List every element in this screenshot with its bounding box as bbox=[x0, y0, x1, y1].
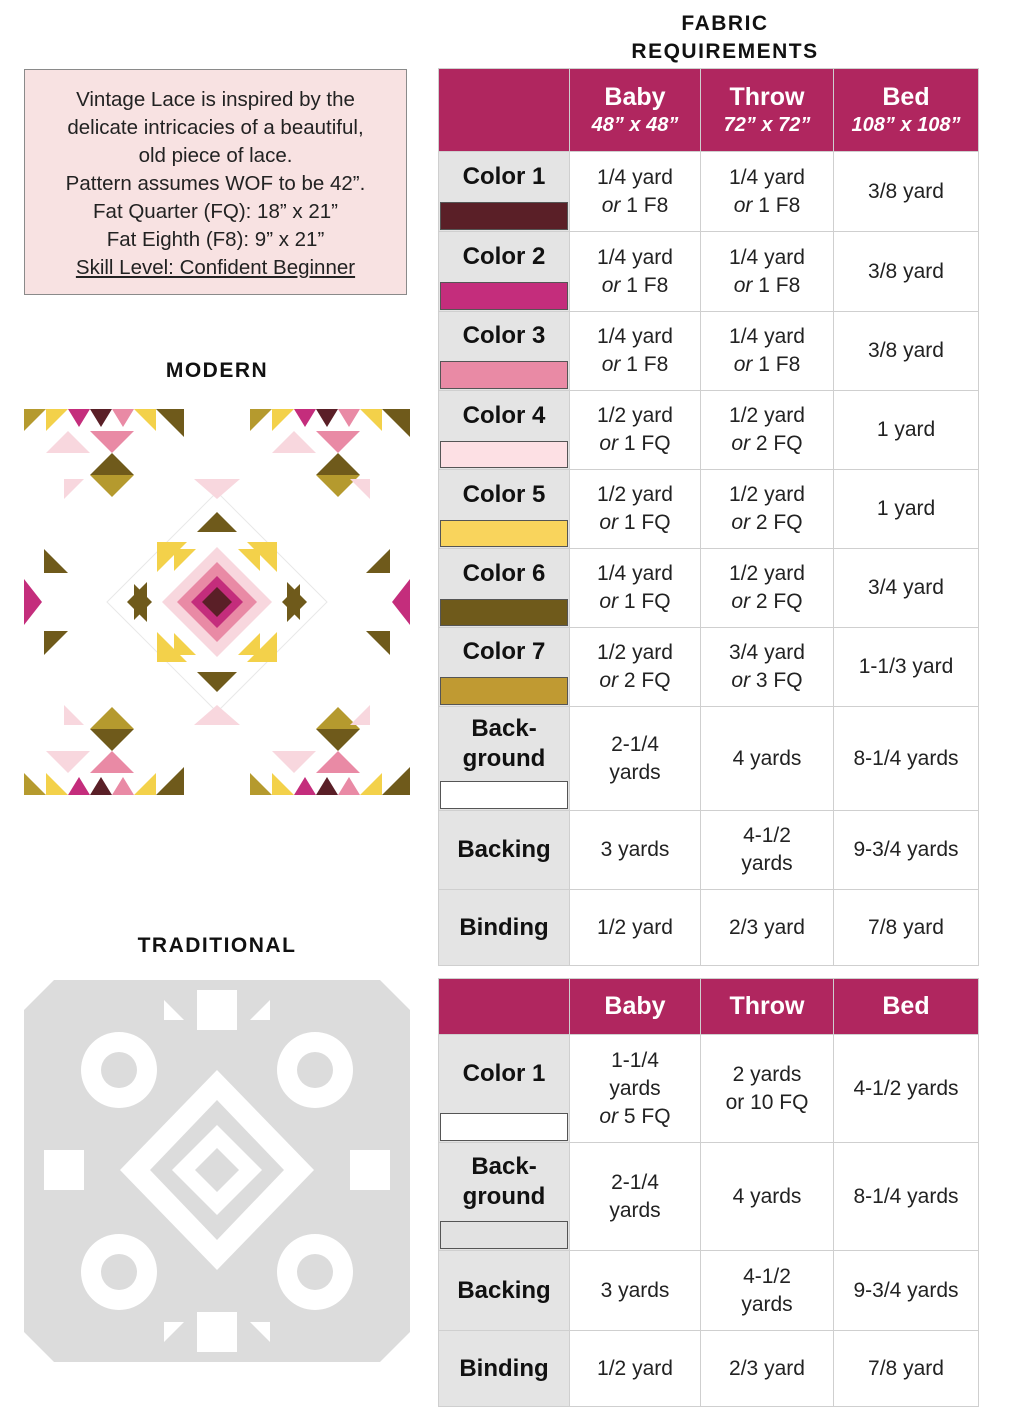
value-line bbox=[570, 588, 700, 616]
row-label-text: Color 2 bbox=[462, 242, 546, 270]
value-text: 1 F8 bbox=[620, 353, 669, 376]
value-line bbox=[570, 430, 700, 458]
or-text: or bbox=[599, 1104, 619, 1128]
value-line: 1 yard bbox=[876, 497, 936, 520]
intro-line: Fat Eighth (F8): 9” x 21” bbox=[106, 228, 325, 251]
table-row bbox=[439, 391, 979, 470]
value-line: 4-1/2 bbox=[743, 1264, 791, 1288]
value-cell bbox=[570, 707, 701, 811]
traditional-table-body bbox=[439, 1035, 979, 1407]
value-cell bbox=[701, 1143, 834, 1251]
header-corner bbox=[439, 979, 570, 1035]
value-text: 1 F8 bbox=[752, 273, 801, 297]
color-swatch bbox=[440, 781, 568, 809]
value-line: yards bbox=[609, 1198, 661, 1222]
value-cell bbox=[570, 152, 701, 232]
table-header-row bbox=[439, 69, 979, 152]
value-text: 1 F8 bbox=[620, 273, 669, 297]
value-line bbox=[570, 351, 700, 379]
row-label-text: Color 6 bbox=[462, 559, 546, 587]
row-label-color-6 bbox=[439, 549, 570, 628]
table-row bbox=[439, 232, 979, 312]
header-corner bbox=[439, 69, 570, 152]
value-line: 2/3 yard bbox=[729, 1356, 805, 1380]
row-label-text: Back- bbox=[471, 1152, 537, 1180]
value-line: or 10 FQ bbox=[725, 1090, 809, 1114]
value-line: 1/4 yard bbox=[597, 245, 673, 269]
value-cell bbox=[570, 1251, 701, 1331]
value-cell bbox=[834, 1143, 979, 1251]
value-line bbox=[701, 430, 833, 458]
color-swatch bbox=[440, 441, 568, 468]
value-line bbox=[701, 351, 833, 379]
row-label-text: Color 3 bbox=[462, 322, 546, 349]
value-cell bbox=[834, 1251, 979, 1331]
color-swatch bbox=[440, 282, 568, 310]
value-line: 1/4 yard bbox=[597, 562, 673, 585]
value-line: 1 yard bbox=[876, 418, 936, 441]
value-cell bbox=[834, 312, 979, 391]
fabric-title-line-1: FABRIC bbox=[681, 12, 769, 35]
modern-requirements-table bbox=[438, 68, 979, 966]
value-cell bbox=[570, 391, 701, 470]
row-label-color-3 bbox=[439, 312, 570, 391]
or-text: or bbox=[601, 353, 621, 376]
color-swatch bbox=[440, 202, 568, 230]
value-text: 1 F8 bbox=[752, 353, 801, 376]
value-cell bbox=[834, 152, 979, 232]
row-label-color-1 bbox=[439, 152, 570, 232]
row-label-text: Binding bbox=[459, 1354, 549, 1382]
value-cell bbox=[701, 549, 834, 628]
row-label-text: Back- bbox=[471, 714, 537, 742]
row-label-back-ground bbox=[439, 707, 570, 811]
intro-box bbox=[24, 69, 407, 295]
traditional-label: TRADITIONAL bbox=[137, 934, 297, 957]
value-cell bbox=[834, 1331, 979, 1407]
row-label-text: Color 4 bbox=[462, 401, 546, 429]
row-label-text: Color 1 bbox=[462, 1059, 546, 1087]
value-line: yards bbox=[609, 760, 661, 784]
value-line: 3 yards bbox=[600, 838, 670, 861]
value-line: 3/8 yard bbox=[868, 259, 944, 283]
column-name: Bed bbox=[882, 83, 930, 111]
row-label-color-7 bbox=[439, 628, 570, 707]
table-row bbox=[439, 549, 979, 628]
column-throw bbox=[701, 979, 834, 1035]
value-text: 1 F8 bbox=[620, 193, 669, 217]
row-label-text: Backing bbox=[457, 836, 551, 863]
value-cell bbox=[570, 628, 701, 707]
value-line bbox=[570, 667, 700, 695]
table-row bbox=[439, 890, 979, 966]
row-label-color-4 bbox=[439, 391, 570, 470]
column-size: 72” x 72” bbox=[723, 114, 811, 136]
value-line: 8-1/4 yards bbox=[853, 746, 959, 770]
color-swatch bbox=[440, 1113, 568, 1141]
value-line bbox=[701, 588, 833, 616]
value-cell bbox=[570, 549, 701, 628]
value-cell bbox=[570, 1331, 701, 1407]
value-line: 1/2 yard bbox=[729, 483, 805, 506]
value-cell bbox=[701, 811, 834, 890]
fabric-title-line-2: REQUIREMENTS bbox=[631, 40, 819, 63]
value-cell bbox=[570, 470, 701, 549]
column-size: 108” x 108” bbox=[851, 114, 961, 136]
column-name: Baby bbox=[604, 83, 666, 111]
or-text: or bbox=[599, 669, 619, 692]
modern-table-body bbox=[439, 152, 979, 966]
value-cell bbox=[834, 470, 979, 549]
value-cell bbox=[834, 628, 979, 707]
intro-line: Fat Quarter (FQ): 18” x 21” bbox=[93, 200, 338, 223]
intro-line: old piece of lace. bbox=[138, 144, 293, 167]
value-line: 2/3 yard bbox=[729, 915, 805, 939]
row-label-backing bbox=[439, 811, 570, 890]
value-cell bbox=[701, 152, 834, 232]
value-line: 4-1/2 yards bbox=[853, 1076, 959, 1100]
color-swatch bbox=[440, 677, 568, 705]
table-row bbox=[439, 1143, 979, 1251]
row-label-backing bbox=[439, 1251, 570, 1331]
value-cell bbox=[701, 312, 834, 391]
fabric-requirements-title bbox=[600, 10, 850, 66]
value-cell bbox=[701, 890, 834, 966]
value-line: 1/4 yard bbox=[597, 325, 673, 348]
table-row bbox=[439, 707, 979, 811]
or-text: or bbox=[733, 193, 753, 217]
column-name: Throw bbox=[729, 992, 805, 1020]
value-line: 1-1/3 yard bbox=[858, 655, 954, 678]
table-header-row bbox=[439, 979, 979, 1035]
table-row bbox=[439, 312, 979, 391]
value-cell bbox=[834, 391, 979, 470]
or-text: or bbox=[731, 511, 751, 534]
modern-quilt-image bbox=[24, 409, 410, 795]
value-text: 2 FQ bbox=[750, 511, 803, 534]
value-text: 1 FQ bbox=[618, 511, 671, 534]
value-text: 1 FQ bbox=[618, 590, 671, 613]
value-line: 1/2 yard bbox=[597, 915, 673, 939]
column-size: 48” x 48” bbox=[591, 114, 679, 136]
value-cell bbox=[701, 232, 834, 312]
value-line bbox=[701, 509, 833, 537]
or-text: or bbox=[599, 511, 619, 534]
column-name: Baby bbox=[604, 992, 666, 1020]
value-line: 4 yards bbox=[732, 1184, 802, 1208]
intro-line: Vintage Lace is inspired by the bbox=[76, 88, 355, 111]
value-text: 1 F8 bbox=[752, 193, 801, 217]
value-cell bbox=[701, 1251, 834, 1331]
value-cell bbox=[701, 1035, 834, 1143]
value-cell bbox=[834, 707, 979, 811]
row-label-color-5 bbox=[439, 470, 570, 549]
row-label-text: ground bbox=[462, 744, 546, 772]
row-label-text: Color 5 bbox=[462, 480, 546, 508]
value-line: 9-3/4 yards bbox=[853, 1278, 959, 1302]
value-cell bbox=[570, 312, 701, 391]
column-baby bbox=[570, 69, 701, 152]
table-row bbox=[439, 1035, 979, 1143]
table-row bbox=[439, 811, 979, 890]
value-cell bbox=[834, 549, 979, 628]
column-name: Bed bbox=[882, 992, 930, 1020]
value-line: 1-1/4 bbox=[611, 1048, 659, 1072]
value-line: 1/2 yard bbox=[729, 562, 805, 585]
value-text: 1 FQ bbox=[618, 432, 671, 455]
or-text: or bbox=[733, 273, 753, 297]
value-line bbox=[570, 192, 700, 220]
row-label-text: ground bbox=[462, 1182, 546, 1210]
value-line: 1/2 yard bbox=[597, 404, 673, 427]
row-label-back-ground bbox=[439, 1143, 570, 1251]
row-label-color-1 bbox=[439, 1035, 570, 1143]
value-line: 2-1/4 bbox=[611, 732, 659, 756]
value-line: 2 yards bbox=[732, 1062, 802, 1086]
or-text: or bbox=[599, 432, 619, 455]
color-swatch bbox=[440, 599, 568, 626]
value-line: yards bbox=[609, 1076, 661, 1100]
value-line bbox=[570, 509, 700, 537]
intro-line: delicate intricacies of a beautiful, bbox=[67, 116, 364, 139]
value-line: yards bbox=[741, 852, 793, 875]
value-text: 5 FQ bbox=[618, 1104, 671, 1128]
row-label-text: Binding bbox=[459, 913, 549, 941]
value-text: 3 FQ bbox=[750, 669, 803, 692]
value-line bbox=[701, 272, 833, 300]
value-line: 3/8 yard bbox=[868, 339, 944, 362]
value-line bbox=[701, 192, 833, 220]
value-line: 3/4 yard bbox=[729, 641, 805, 664]
color-swatch bbox=[440, 361, 568, 389]
value-line: 7/8 yard bbox=[868, 915, 944, 939]
value-line: yards bbox=[741, 1292, 793, 1316]
value-cell bbox=[570, 232, 701, 312]
value-line: 4 yards bbox=[732, 746, 802, 770]
value-cell bbox=[701, 707, 834, 811]
value-line: 8-1/4 yards bbox=[853, 1184, 959, 1208]
value-line: 2-1/4 bbox=[611, 1170, 659, 1194]
row-label-binding bbox=[439, 890, 570, 966]
value-line: 3/8 yard bbox=[868, 179, 944, 203]
value-cell bbox=[701, 470, 834, 549]
value-line bbox=[701, 667, 833, 695]
row-label-binding bbox=[439, 1331, 570, 1407]
row-label-color-2 bbox=[439, 232, 570, 312]
table-row bbox=[439, 1331, 979, 1407]
value-cell bbox=[570, 811, 701, 890]
value-line: 7/8 yard bbox=[868, 1356, 944, 1380]
value-text: 2 FQ bbox=[750, 590, 803, 613]
column-bed bbox=[834, 979, 979, 1035]
row-label-text: Backing bbox=[457, 1276, 551, 1304]
row-label-text: Color 7 bbox=[462, 638, 546, 665]
or-text: or bbox=[731, 432, 751, 455]
table-row bbox=[439, 628, 979, 707]
value-line: 1/2 yard bbox=[597, 483, 673, 506]
color-swatch bbox=[440, 1221, 568, 1249]
row-label-text: Color 1 bbox=[462, 162, 546, 190]
value-line: 1/4 yard bbox=[597, 165, 673, 189]
or-text: or bbox=[731, 669, 751, 692]
value-cell bbox=[701, 628, 834, 707]
table-row bbox=[439, 470, 979, 549]
value-line bbox=[570, 272, 700, 300]
column-baby bbox=[570, 979, 701, 1035]
modern-label: MODERN bbox=[165, 359, 269, 382]
value-cell bbox=[834, 890, 979, 966]
value-text: 2 FQ bbox=[750, 432, 803, 455]
value-cell bbox=[834, 811, 979, 890]
value-line: 1/2 yard bbox=[597, 641, 673, 664]
value-line: 4-1/2 bbox=[743, 824, 791, 847]
table-row bbox=[439, 1251, 979, 1331]
or-text: or bbox=[601, 193, 621, 217]
or-text: or bbox=[733, 353, 753, 376]
value-cell bbox=[701, 1331, 834, 1407]
value-line: 1/4 yard bbox=[729, 325, 805, 348]
column-bed bbox=[834, 69, 979, 152]
column-throw bbox=[701, 69, 834, 152]
value-line: 3 yards bbox=[600, 1278, 670, 1302]
value-cell bbox=[570, 1143, 701, 1251]
traditional-requirements-table bbox=[438, 978, 979, 1407]
value-line bbox=[570, 1103, 700, 1131]
value-line: 1/2 yard bbox=[597, 1356, 673, 1380]
or-text: or bbox=[599, 590, 619, 613]
value-cell bbox=[834, 232, 979, 312]
skill-level: Skill Level: Confident Beginner bbox=[75, 256, 356, 279]
value-line: 1/4 yard bbox=[729, 245, 805, 269]
intro-line: Pattern assumes WOF to be 42”. bbox=[65, 172, 366, 195]
value-cell bbox=[834, 1035, 979, 1143]
value-line: 9-3/4 yards bbox=[853, 838, 959, 861]
value-line: 1/2 yard bbox=[729, 404, 805, 427]
column-name: Throw bbox=[729, 83, 805, 111]
value-line: 3/4 yard bbox=[868, 576, 944, 599]
value-cell bbox=[570, 890, 701, 966]
or-text: or bbox=[601, 273, 621, 297]
traditional-quilt-image bbox=[24, 980, 410, 1362]
value-line: 1/4 yard bbox=[729, 165, 805, 189]
or-text: or bbox=[731, 590, 751, 613]
table-row bbox=[439, 152, 979, 232]
value-cell bbox=[570, 1035, 701, 1143]
value-cell bbox=[701, 391, 834, 470]
value-text: 2 FQ bbox=[618, 669, 671, 692]
color-swatch bbox=[440, 520, 568, 547]
